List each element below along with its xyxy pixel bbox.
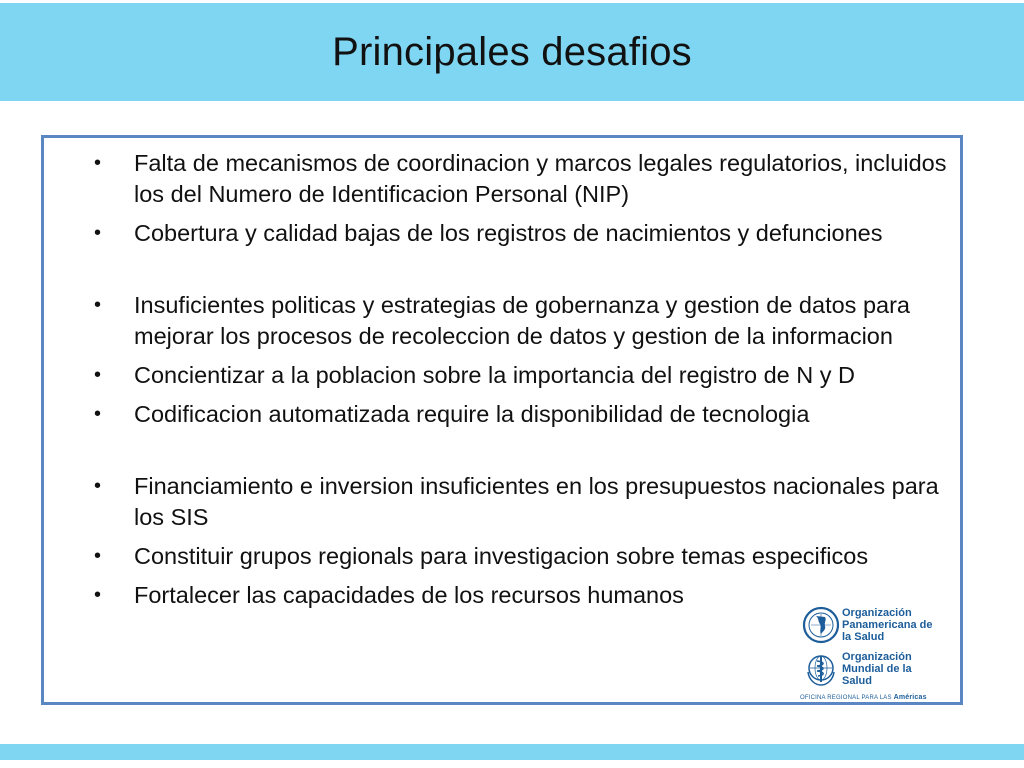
bullet-item [94, 218, 954, 249]
bullet-item [94, 471, 954, 533]
bullet-icon: • [94, 545, 102, 567]
bottom-band [0, 744, 1024, 760]
bullet-item [94, 399, 954, 430]
paho-name: Organización Panamericana de la Salud [842, 607, 933, 643]
content-box [41, 135, 963, 705]
bullet-text: Fortalecer las capacidades de los recursos humanos [134, 582, 684, 608]
bullet-text: Cobertura y calidad bajas de los registros de nacimientos y defunciones [134, 220, 883, 246]
bullet-item [94, 290, 954, 352]
bullet-text: Constituir grupos regionals para investigacion sobre temas especificos [134, 543, 869, 569]
paho-emblem-icon [802, 606, 840, 644]
bullet-item [94, 541, 954, 572]
bullet-icon: • [94, 294, 102, 316]
bullet-icon: • [94, 152, 102, 174]
bullet-text: Codificacion automatizada require la disponibilidad de tecnologia [134, 401, 810, 427]
regional-office-label [800, 694, 930, 702]
bullet-icon: • [94, 222, 102, 244]
bullet-list [94, 148, 954, 611]
bullet-text: Financiamiento e inversion insuficientes en los presupuestos nacionales para los SIS [134, 473, 939, 530]
title-band [0, 3, 1024, 101]
bullet-item [94, 360, 954, 391]
paho-who-logo [796, 604, 936, 702]
bullet-icon: • [94, 475, 102, 497]
bullet-item [94, 148, 954, 210]
who-logo [802, 650, 936, 690]
bullet-icon: • [94, 584, 102, 606]
who-name: Organización Mundial de la Salud [842, 651, 912, 687]
slide-title: Principales desafios [332, 29, 692, 74]
bullet-text: Insuficientes politicas y estrategias de gobernanza y gestion de datos para mejorar los procesos de recoleccion de datos y gestion de la informacion [134, 292, 910, 349]
bullet-text: Falta de mecanismos de coordinacion y marcos legales regulatorios, incluidos los del Numero de Identificacion Personal (NIP) [134, 150, 947, 207]
bullet-icon: • [94, 364, 102, 386]
who-emblem-icon [802, 650, 840, 688]
region-name: Américas [893, 694, 927, 701]
bullet-icon: • [94, 403, 102, 425]
paho-logo [802, 606, 936, 646]
bullet-text: Concientizar a la poblacion sobre la importancia del registro de N y D [134, 362, 856, 388]
regional-office-text: OFICINA REGIONAL PARA LAS [800, 695, 892, 701]
